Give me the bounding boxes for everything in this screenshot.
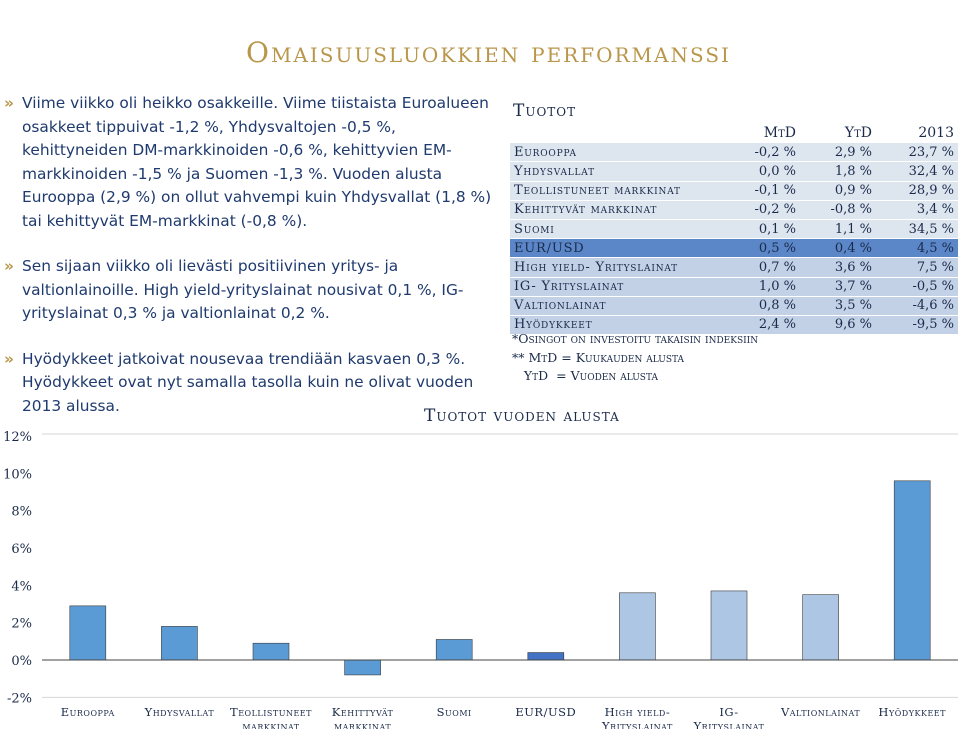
bullet-equities [4, 92, 499, 233]
footnote-dividends: *Osingot on investoitu takaisin indeksiin [512, 331, 759, 346]
cell-mtd: 0,1 % [724, 219, 800, 238]
table-row [510, 258, 958, 277]
cell-ytd: 9,6 % [800, 315, 876, 334]
bar-ig-yrityslainat [711, 591, 747, 660]
table-row [510, 162, 958, 181]
x-category-label: markkinat [242, 719, 300, 729]
table-row [510, 277, 958, 296]
table-footnotes [512, 330, 758, 386]
bullet-text: Hyödykkeet jatkoivat nousevaa trendiään kasvaen 0,3 %. Hyödykkeet ovat nyt samalla tasolla kuin ne olivat vuoden 2013 alussa. [22, 349, 474, 415]
y-tick-label: 0% [11, 654, 32, 669]
x-category-label: Yhdysvallat [144, 705, 215, 719]
bar-suomi [436, 639, 472, 660]
row-label: EUR/USD [510, 239, 724, 258]
bullet-text: Sen sijaan viikko oli lievästi positiivinen yritys- ja valtionlainoille. High yield-yrityslainat nousivat 0,1 %, IG-yrityslainat 0,3 % ja valtionlainat 0,2 %. [22, 257, 464, 322]
header-mtd: MtD [724, 124, 800, 143]
row-label: High yield- Yrityslainat [510, 258, 724, 277]
x-category-label: Eurooppa [60, 705, 115, 719]
cell-2013: 23,7 % [876, 143, 958, 162]
x-category-label: Yrityslainat [693, 719, 765, 729]
x-category-label: Suomi [436, 705, 472, 719]
cell-mtd: -0,2 % [724, 200, 800, 219]
x-category-label: Kehittyvät [331, 705, 394, 719]
cell-ytd: 1,1 % [800, 219, 876, 238]
bar-eurooppa [70, 606, 106, 660]
bullet-marker-icon: » [4, 257, 14, 275]
bar-teollistuneet-markkinat [253, 643, 289, 660]
cell-2013: -0,5 % [876, 277, 958, 296]
cell-mtd: 0,7 % [724, 258, 800, 277]
returns-table [510, 124, 958, 335]
row-label: Valtionlainat [510, 296, 724, 315]
chart-title: Tuotot vuoden alusta [424, 406, 620, 426]
bullet-marker-icon: » [4, 349, 14, 368]
y-tick-label: 12% [3, 430, 32, 445]
bar-high-yield-yrityslainat [619, 593, 655, 660]
table-row [510, 296, 958, 315]
bar-yhdysvallat [161, 626, 197, 660]
cell-2013: 32,4 % [876, 162, 958, 181]
cell-mtd: 0,5 % [724, 239, 800, 258]
table-row [510, 181, 958, 200]
bar-valtionlainat [803, 595, 839, 660]
row-label: Suomi [510, 219, 724, 238]
cell-mtd: 2,4 % [724, 315, 800, 334]
x-category-label: markkinat [333, 719, 392, 729]
cell-2013: -4,6 % [876, 296, 958, 315]
cell-ytd: 3,7 % [800, 277, 876, 296]
cell-mtd: 0,8 % [724, 296, 800, 315]
y-tick-label: 4% [11, 579, 32, 595]
footnote-mtd: ** MtD = Kuukauden alusta [512, 349, 685, 365]
page-title: Omaisuusluokkien performanssi [246, 36, 731, 69]
header-2013: 2013 [876, 124, 958, 143]
y-tick-label: 8% [11, 504, 32, 520]
cell-2013: 3,4 % [876, 200, 958, 219]
x-category-label: EUR/USD [515, 705, 577, 719]
x-category-label: IG- [719, 705, 739, 719]
row-label: Hyödykkeet [510, 315, 724, 334]
x-category-label: Teollistuneet [230, 705, 312, 719]
table-row [510, 219, 958, 238]
bullet-marker-icon: » [4, 94, 14, 112]
y-tick-label: -2% [6, 691, 32, 707]
y-tick-label: 2% [11, 616, 32, 632]
table-row [510, 200, 958, 219]
cell-ytd: 3,6 % [800, 258, 876, 277]
table-row [510, 239, 958, 258]
cell-2013: 28,9 % [876, 181, 958, 200]
y-tick-label: 6% [11, 542, 32, 557]
ytd-returns-bar-chart [0, 420, 960, 729]
y-tick-label: 10% [3, 467, 32, 483]
bullet-bonds [4, 255, 499, 326]
table-row [510, 143, 958, 162]
cell-mtd: 1,0 % [724, 277, 800, 296]
cell-ytd: 3,5 % [800, 296, 876, 315]
row-label: IG- Yrityslainat [510, 277, 724, 296]
cell-2013: -9,5 % [876, 315, 958, 334]
bullet-text: Viime viikko oli heikko osakkeille. Viime tiistaista Euroalueen osakkeet tippuivat -1,2 %, Yhdysvaltojen -0,5 %, kehittyneiden DM-markkinoiden -0,6 %, kehittyvien EM-markkinoiden -1,5 % ja Suomen -1,3 %. Vuoden alusta Eurooppa (2,9 %) on ollut vahvempi kuin Yhdysvallat (1,8 %) tai kehittyvät EM-markkinat (-0,8 %). [22, 94, 492, 230]
row-label: Kehittyvät markkinat [510, 200, 724, 219]
row-label: Teollistuneet markkinat [510, 181, 724, 200]
cell-ytd: 0,9 % [800, 181, 876, 200]
header-spacer [510, 124, 724, 143]
table-header-row [510, 124, 958, 143]
row-label: Eurooppa [510, 143, 724, 162]
cell-ytd: -0,8 % [800, 200, 876, 219]
bar-kehittyvät-markkinat [345, 660, 381, 675]
x-category-label: Yrityslainat [601, 719, 673, 729]
cell-2013: 34,5 % [876, 219, 958, 238]
cell-mtd: -0,2 % [724, 143, 800, 162]
cell-ytd: 1,8 % [800, 162, 876, 181]
x-category-label: High yield- [604, 705, 671, 719]
commentary-bullets [4, 92, 499, 440]
cell-ytd: 0,4 % [800, 239, 876, 258]
cell-mtd: -0,1 % [724, 181, 800, 200]
cell-ytd: 2,9 % [800, 143, 876, 162]
returns-table-title: Tuotot [513, 101, 577, 121]
bar-hyödykkeet [894, 481, 930, 660]
cell-2013: 4,5 % [876, 239, 958, 258]
x-category-label: Hyödykkeet [878, 705, 946, 719]
bar-eur-usd [528, 653, 564, 660]
row-label: Yhdysvallat [510, 162, 724, 181]
header-ytd: YtD [800, 124, 876, 143]
x-category-label: Valtionlainat [780, 705, 861, 719]
cell-mtd: 0,0 % [724, 162, 800, 181]
footnote-ytd: YtD = Vuoden alusta [512, 368, 658, 383]
cell-2013: 7,5 % [876, 258, 958, 277]
